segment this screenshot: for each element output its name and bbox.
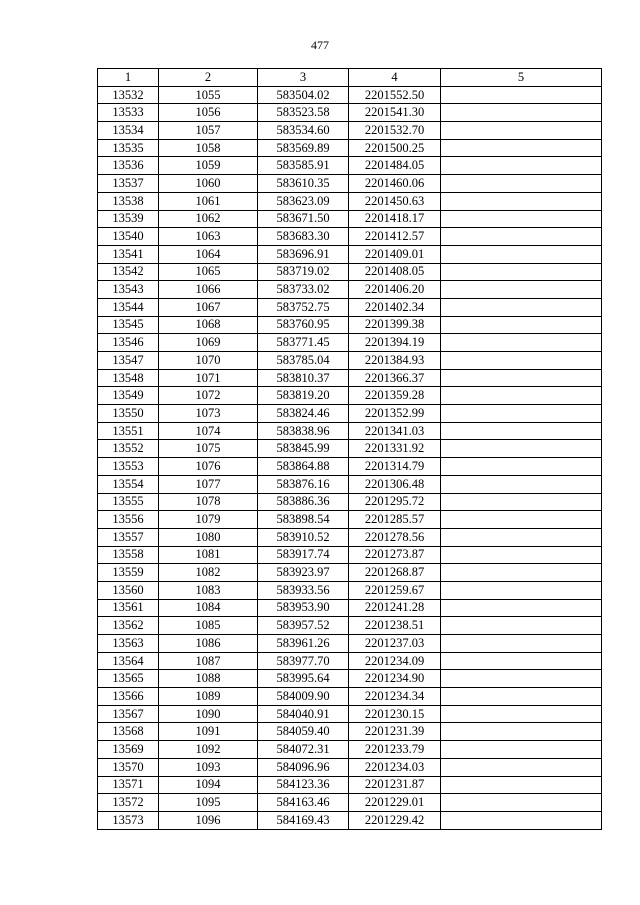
y-coordinate-cell: 2201409.01 xyxy=(349,245,441,263)
note-cell xyxy=(441,440,602,458)
x-coordinate-cell: 583864.88 xyxy=(258,458,349,476)
vertex-number-cell: 1059 xyxy=(159,157,258,175)
table-row xyxy=(98,564,602,582)
point-number-cell: 13537 xyxy=(98,175,159,193)
y-coordinate-cell: 2201500.25 xyxy=(349,139,441,157)
note-cell xyxy=(441,334,602,352)
y-coordinate-cell: 2201237.03 xyxy=(349,635,441,653)
table-row xyxy=(98,458,602,476)
note-cell xyxy=(441,581,602,599)
y-coordinate-cell: 2201231.87 xyxy=(349,776,441,794)
x-coordinate-cell: 583824.46 xyxy=(258,405,349,423)
y-coordinate-cell: 2201406.20 xyxy=(349,281,441,299)
table-row xyxy=(98,670,602,688)
x-coordinate-cell: 583810.37 xyxy=(258,369,349,387)
y-coordinate-cell: 2201233.79 xyxy=(349,741,441,759)
x-coordinate-cell: 583785.04 xyxy=(258,352,349,370)
x-coordinate-cell: 583504.02 xyxy=(258,86,349,104)
point-number-cell: 13536 xyxy=(98,157,159,175)
vertex-number-cell: 1068 xyxy=(159,316,258,334)
vertex-number-cell: 1093 xyxy=(159,758,258,776)
x-coordinate-cell: 583819.20 xyxy=(258,387,349,405)
note-cell xyxy=(441,157,602,175)
y-coordinate-cell: 2201306.48 xyxy=(349,475,441,493)
vertex-number-cell: 1091 xyxy=(159,723,258,741)
x-coordinate-cell: 583696.91 xyxy=(258,245,349,263)
y-coordinate-cell: 2201229.01 xyxy=(349,794,441,812)
x-coordinate-cell: 583886.36 xyxy=(258,493,349,511)
y-coordinate-cell: 2201541.30 xyxy=(349,104,441,122)
y-coordinate-cell: 2201366.37 xyxy=(349,369,441,387)
note-cell xyxy=(441,511,602,529)
x-coordinate-cell: 583771.45 xyxy=(258,334,349,352)
point-number-cell: 13561 xyxy=(98,599,159,617)
column-header: 1 xyxy=(98,69,159,87)
x-coordinate-cell: 583569.89 xyxy=(258,139,349,157)
vertex-number-cell: 1060 xyxy=(159,175,258,193)
y-coordinate-cell: 2201408.05 xyxy=(349,263,441,281)
table-row xyxy=(98,440,602,458)
y-coordinate-cell: 2201532.70 xyxy=(349,122,441,140)
vertex-number-cell: 1081 xyxy=(159,546,258,564)
header-row xyxy=(98,69,602,87)
table-row xyxy=(98,635,602,653)
vertex-number-cell: 1096 xyxy=(159,811,258,829)
note-cell xyxy=(441,458,602,476)
point-number-cell: 13550 xyxy=(98,405,159,423)
table-body xyxy=(98,86,602,829)
point-number-cell: 13565 xyxy=(98,670,159,688)
x-coordinate-cell: 584096.96 xyxy=(258,758,349,776)
x-coordinate-cell: 584009.90 xyxy=(258,688,349,706)
vertex-number-cell: 1069 xyxy=(159,334,258,352)
x-coordinate-cell: 583671.50 xyxy=(258,210,349,228)
note-cell xyxy=(441,281,602,299)
y-coordinate-cell: 2201352.99 xyxy=(349,405,441,423)
vertex-number-cell: 1088 xyxy=(159,670,258,688)
point-number-cell: 13567 xyxy=(98,705,159,723)
note-cell xyxy=(441,688,602,706)
note-cell xyxy=(441,617,602,635)
table-row xyxy=(98,776,602,794)
x-coordinate-cell: 583534.60 xyxy=(258,122,349,140)
note-cell xyxy=(441,387,602,405)
table-row xyxy=(98,369,602,387)
y-coordinate-cell: 2201484.05 xyxy=(349,157,441,175)
point-number-cell: 13554 xyxy=(98,475,159,493)
column-header: 4 xyxy=(349,69,441,87)
table-row xyxy=(98,546,602,564)
point-number-cell: 13539 xyxy=(98,210,159,228)
x-coordinate-cell: 583845.99 xyxy=(258,440,349,458)
point-number-cell: 13543 xyxy=(98,281,159,299)
table-row xyxy=(98,758,602,776)
note-cell xyxy=(441,546,602,564)
point-number-cell: 13569 xyxy=(98,741,159,759)
coordinates-table xyxy=(97,68,602,830)
x-coordinate-cell: 584169.43 xyxy=(258,811,349,829)
point-number-cell: 13551 xyxy=(98,422,159,440)
point-number-cell: 13548 xyxy=(98,369,159,387)
vertex-number-cell: 1061 xyxy=(159,192,258,210)
column-header: 3 xyxy=(258,69,349,87)
vertex-number-cell: 1084 xyxy=(159,599,258,617)
table-row xyxy=(98,422,602,440)
vertex-number-cell: 1056 xyxy=(159,104,258,122)
point-number-cell: 13549 xyxy=(98,387,159,405)
table-row xyxy=(98,334,602,352)
vertex-number-cell: 1090 xyxy=(159,705,258,723)
table-row xyxy=(98,104,602,122)
x-coordinate-cell: 584059.40 xyxy=(258,723,349,741)
note-cell xyxy=(441,723,602,741)
vertex-number-cell: 1087 xyxy=(159,652,258,670)
point-number-cell: 13558 xyxy=(98,546,159,564)
note-cell xyxy=(441,210,602,228)
point-number-cell: 13540 xyxy=(98,228,159,246)
table-row xyxy=(98,139,602,157)
x-coordinate-cell: 583933.56 xyxy=(258,581,349,599)
vertex-number-cell: 1070 xyxy=(159,352,258,370)
x-coordinate-cell: 583876.16 xyxy=(258,475,349,493)
table-row xyxy=(98,528,602,546)
x-coordinate-cell: 583917.74 xyxy=(258,546,349,564)
point-number-cell: 13545 xyxy=(98,316,159,334)
x-coordinate-cell: 584040.91 xyxy=(258,705,349,723)
x-coordinate-cell: 584072.31 xyxy=(258,741,349,759)
point-number-cell: 13556 xyxy=(98,511,159,529)
table-row xyxy=(98,352,602,370)
point-number-cell: 13553 xyxy=(98,458,159,476)
y-coordinate-cell: 2201399.38 xyxy=(349,316,441,334)
point-number-cell: 13559 xyxy=(98,564,159,582)
note-cell xyxy=(441,298,602,316)
note-cell xyxy=(441,263,602,281)
table-row xyxy=(98,405,602,423)
vertex-number-cell: 1077 xyxy=(159,475,258,493)
point-number-cell: 13535 xyxy=(98,139,159,157)
x-coordinate-cell: 583523.58 xyxy=(258,104,349,122)
note-cell xyxy=(441,635,602,653)
table-row xyxy=(98,652,602,670)
table-row xyxy=(98,493,602,511)
vertex-number-cell: 1067 xyxy=(159,298,258,316)
vertex-number-cell: 1085 xyxy=(159,617,258,635)
note-cell xyxy=(441,369,602,387)
point-number-cell: 13533 xyxy=(98,104,159,122)
y-coordinate-cell: 2201259.67 xyxy=(349,581,441,599)
vertex-number-cell: 1055 xyxy=(159,86,258,104)
table-header xyxy=(98,69,602,87)
point-number-cell: 13560 xyxy=(98,581,159,599)
x-coordinate-cell: 583683.30 xyxy=(258,228,349,246)
point-number-cell: 13570 xyxy=(98,758,159,776)
table-row xyxy=(98,811,602,829)
note-cell xyxy=(441,192,602,210)
vertex-number-cell: 1076 xyxy=(159,458,258,476)
note-cell xyxy=(441,316,602,334)
note-cell xyxy=(441,811,602,829)
y-coordinate-cell: 2201359.28 xyxy=(349,387,441,405)
table-row xyxy=(98,298,602,316)
y-coordinate-cell: 2201268.87 xyxy=(349,564,441,582)
point-number-cell: 13532 xyxy=(98,86,159,104)
y-coordinate-cell: 2201418.17 xyxy=(349,210,441,228)
y-coordinate-cell: 2201412.57 xyxy=(349,228,441,246)
y-coordinate-cell: 2201341.03 xyxy=(349,422,441,440)
note-cell xyxy=(441,228,602,246)
table-row xyxy=(98,245,602,263)
y-coordinate-cell: 2201394.19 xyxy=(349,334,441,352)
y-coordinate-cell: 2201234.34 xyxy=(349,688,441,706)
note-cell xyxy=(441,528,602,546)
point-number-cell: 13542 xyxy=(98,263,159,281)
vertex-number-cell: 1074 xyxy=(159,422,258,440)
table-row xyxy=(98,475,602,493)
x-coordinate-cell: 583719.02 xyxy=(258,263,349,281)
vertex-number-cell: 1080 xyxy=(159,528,258,546)
x-coordinate-cell: 583760.95 xyxy=(258,316,349,334)
note-cell xyxy=(441,599,602,617)
y-coordinate-cell: 2201229.42 xyxy=(349,811,441,829)
x-coordinate-cell: 583623.09 xyxy=(258,192,349,210)
x-coordinate-cell: 584163.46 xyxy=(258,794,349,812)
x-coordinate-cell: 583610.35 xyxy=(258,175,349,193)
note-cell xyxy=(441,652,602,670)
note-cell xyxy=(441,104,602,122)
table-row xyxy=(98,175,602,193)
point-number-cell: 13573 xyxy=(98,811,159,829)
x-coordinate-cell: 583752.75 xyxy=(258,298,349,316)
table-row xyxy=(98,263,602,281)
x-coordinate-cell: 583838.96 xyxy=(258,422,349,440)
table-row xyxy=(98,86,602,104)
table-row xyxy=(98,511,602,529)
table-row xyxy=(98,705,602,723)
point-number-cell: 13564 xyxy=(98,652,159,670)
vertex-number-cell: 1062 xyxy=(159,210,258,228)
vertex-number-cell: 1078 xyxy=(159,493,258,511)
y-coordinate-cell: 2201234.90 xyxy=(349,670,441,688)
note-cell xyxy=(441,776,602,794)
column-header: 2 xyxy=(159,69,258,87)
table-row xyxy=(98,581,602,599)
table-row xyxy=(98,281,602,299)
x-coordinate-cell: 583898.54 xyxy=(258,511,349,529)
y-coordinate-cell: 2201295.72 xyxy=(349,493,441,511)
note-cell xyxy=(441,245,602,263)
vertex-number-cell: 1065 xyxy=(159,263,258,281)
table-row xyxy=(98,741,602,759)
note-cell xyxy=(441,352,602,370)
point-number-cell: 13555 xyxy=(98,493,159,511)
y-coordinate-cell: 2201234.09 xyxy=(349,652,441,670)
page-number: 477 xyxy=(311,38,329,52)
table-row xyxy=(98,192,602,210)
note-cell xyxy=(441,670,602,688)
table-row xyxy=(98,157,602,175)
note-cell xyxy=(441,422,602,440)
y-coordinate-cell: 2201402.34 xyxy=(349,298,441,316)
point-number-cell: 13563 xyxy=(98,635,159,653)
y-coordinate-cell: 2201552.50 xyxy=(349,86,441,104)
y-coordinate-cell: 2201231.39 xyxy=(349,723,441,741)
table-row xyxy=(98,387,602,405)
vertex-number-cell: 1058 xyxy=(159,139,258,157)
x-coordinate-cell: 583977.70 xyxy=(258,652,349,670)
vertex-number-cell: 1063 xyxy=(159,228,258,246)
point-number-cell: 13538 xyxy=(98,192,159,210)
y-coordinate-cell: 2201285.57 xyxy=(349,511,441,529)
table-row xyxy=(98,617,602,635)
x-coordinate-cell: 583995.64 xyxy=(258,670,349,688)
y-coordinate-cell: 2201331.92 xyxy=(349,440,441,458)
y-coordinate-cell: 2201230.15 xyxy=(349,705,441,723)
table-row xyxy=(98,210,602,228)
note-cell xyxy=(441,794,602,812)
y-coordinate-cell: 2201384.93 xyxy=(349,352,441,370)
point-number-cell: 13547 xyxy=(98,352,159,370)
note-cell xyxy=(441,564,602,582)
y-coordinate-cell: 2201273.87 xyxy=(349,546,441,564)
point-number-cell: 13557 xyxy=(98,528,159,546)
table-row xyxy=(98,316,602,334)
table-row xyxy=(98,688,602,706)
vertex-number-cell: 1071 xyxy=(159,369,258,387)
table-row xyxy=(98,122,602,140)
x-coordinate-cell: 584123.36 xyxy=(258,776,349,794)
y-coordinate-cell: 2201238.51 xyxy=(349,617,441,635)
vertex-number-cell: 1092 xyxy=(159,741,258,759)
note-cell xyxy=(441,405,602,423)
point-number-cell: 13572 xyxy=(98,794,159,812)
y-coordinate-cell: 2201278.56 xyxy=(349,528,441,546)
note-cell xyxy=(441,86,602,104)
x-coordinate-cell: 583953.90 xyxy=(258,599,349,617)
x-coordinate-cell: 583923.97 xyxy=(258,564,349,582)
y-coordinate-cell: 2201450.63 xyxy=(349,192,441,210)
point-number-cell: 13566 xyxy=(98,688,159,706)
note-cell xyxy=(441,741,602,759)
x-coordinate-cell: 583961.26 xyxy=(258,635,349,653)
vertex-number-cell: 1082 xyxy=(159,564,258,582)
vertex-number-cell: 1075 xyxy=(159,440,258,458)
table-row xyxy=(98,228,602,246)
y-coordinate-cell: 2201460.06 xyxy=(349,175,441,193)
point-number-cell: 13534 xyxy=(98,122,159,140)
x-coordinate-cell: 583957.52 xyxy=(258,617,349,635)
point-number-cell: 13544 xyxy=(98,298,159,316)
point-number-cell: 13552 xyxy=(98,440,159,458)
vertex-number-cell: 1079 xyxy=(159,511,258,529)
note-cell xyxy=(441,705,602,723)
column-header: 5 xyxy=(441,69,602,87)
point-number-cell: 13571 xyxy=(98,776,159,794)
vertex-number-cell: 1073 xyxy=(159,405,258,423)
note-cell xyxy=(441,139,602,157)
point-number-cell: 13562 xyxy=(98,617,159,635)
point-number-cell: 13546 xyxy=(98,334,159,352)
point-number-cell: 13541 xyxy=(98,245,159,263)
vertex-number-cell: 1086 xyxy=(159,635,258,653)
vertex-number-cell: 1095 xyxy=(159,794,258,812)
note-cell xyxy=(441,175,602,193)
table-row xyxy=(98,599,602,617)
vertex-number-cell: 1083 xyxy=(159,581,258,599)
table-row xyxy=(98,723,602,741)
vertex-number-cell: 1064 xyxy=(159,245,258,263)
vertex-number-cell: 1072 xyxy=(159,387,258,405)
vertex-number-cell: 1094 xyxy=(159,776,258,794)
y-coordinate-cell: 2201314.79 xyxy=(349,458,441,476)
x-coordinate-cell: 583733.02 xyxy=(258,281,349,299)
x-coordinate-cell: 583585.91 xyxy=(258,157,349,175)
note-cell xyxy=(441,122,602,140)
y-coordinate-cell: 2201241.28 xyxy=(349,599,441,617)
y-coordinate-cell: 2201234.03 xyxy=(349,758,441,776)
x-coordinate-cell: 583910.52 xyxy=(258,528,349,546)
vertex-number-cell: 1057 xyxy=(159,122,258,140)
vertex-number-cell: 1089 xyxy=(159,688,258,706)
table-row xyxy=(98,794,602,812)
note-cell xyxy=(441,758,602,776)
note-cell xyxy=(441,493,602,511)
note-cell xyxy=(441,475,602,493)
vertex-number-cell: 1066 xyxy=(159,281,258,299)
point-number-cell: 13568 xyxy=(98,723,159,741)
